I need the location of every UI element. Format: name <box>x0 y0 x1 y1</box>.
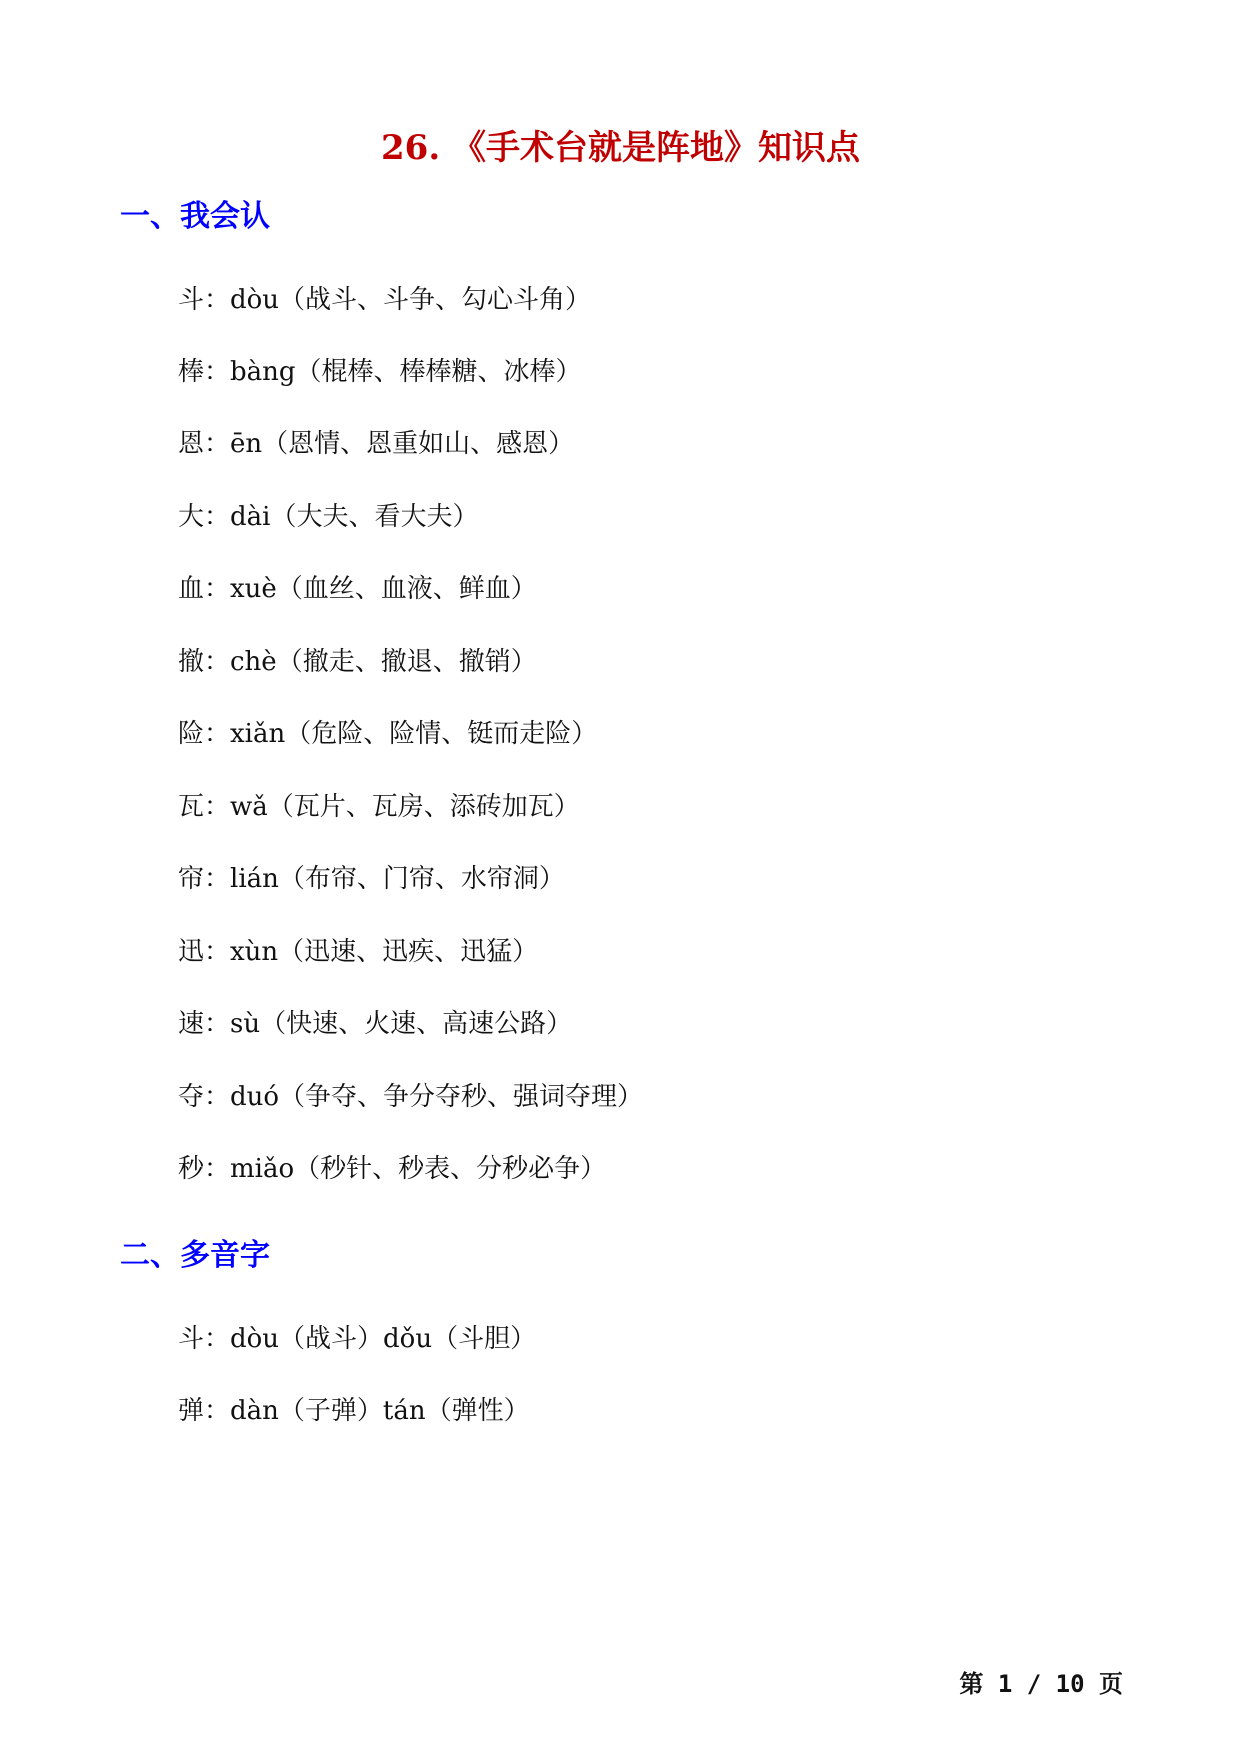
list-item: 弹：dàn（子弹）tán（弹性） <box>178 1396 530 1426</box>
list-item: 瓦：wǎ（瓦片、瓦房、添砖加瓦） <box>178 792 580 822</box>
list-item: 险：xiǎn（危险、险情、铤而走险） <box>178 719 598 749</box>
list-item: 大：dài（大夫、看大夫） <box>178 502 479 532</box>
list-item: 斗：dòu（战斗、斗争、勾心斗角） <box>178 285 592 315</box>
list-item: 迅：xùn（迅速、迅疾、迅猛） <box>178 937 539 967</box>
list-item: 撤：chè（撤走、撤退、撤销） <box>178 647 537 677</box>
list-item: 夺：duó（争夺、争分夺秒、强词夺理） <box>178 1082 644 1112</box>
list-item: 帘：lián（布帘、门帘、水帘洞） <box>178 864 565 894</box>
list-item: 秒：miǎo（秒针、秒表、分秒必争） <box>178 1154 607 1184</box>
list-item: 棒：bàng（棍棒、棒棒糖、冰棒） <box>178 357 582 387</box>
list-item: 血：xuè（血丝、血液、鲜血） <box>178 574 537 604</box>
list-item: 恩：ēn（恩情、恩重如山、感恩） <box>178 429 575 459</box>
page-number: 第 1 / 10 页 <box>959 1670 1123 1698</box>
section-heading-recognize: 一、我会认 <box>120 199 270 234</box>
document-title: 26. 《手术台就是阵地》知识点 <box>381 128 860 168</box>
list-item: 速：sù（快速、火速、高速公路） <box>178 1009 573 1039</box>
section-heading-polyphones: 二、多音字 <box>120 1238 270 1273</box>
list-item: 斗：dòu（战斗）dǒu（斗胆） <box>178 1324 537 1354</box>
